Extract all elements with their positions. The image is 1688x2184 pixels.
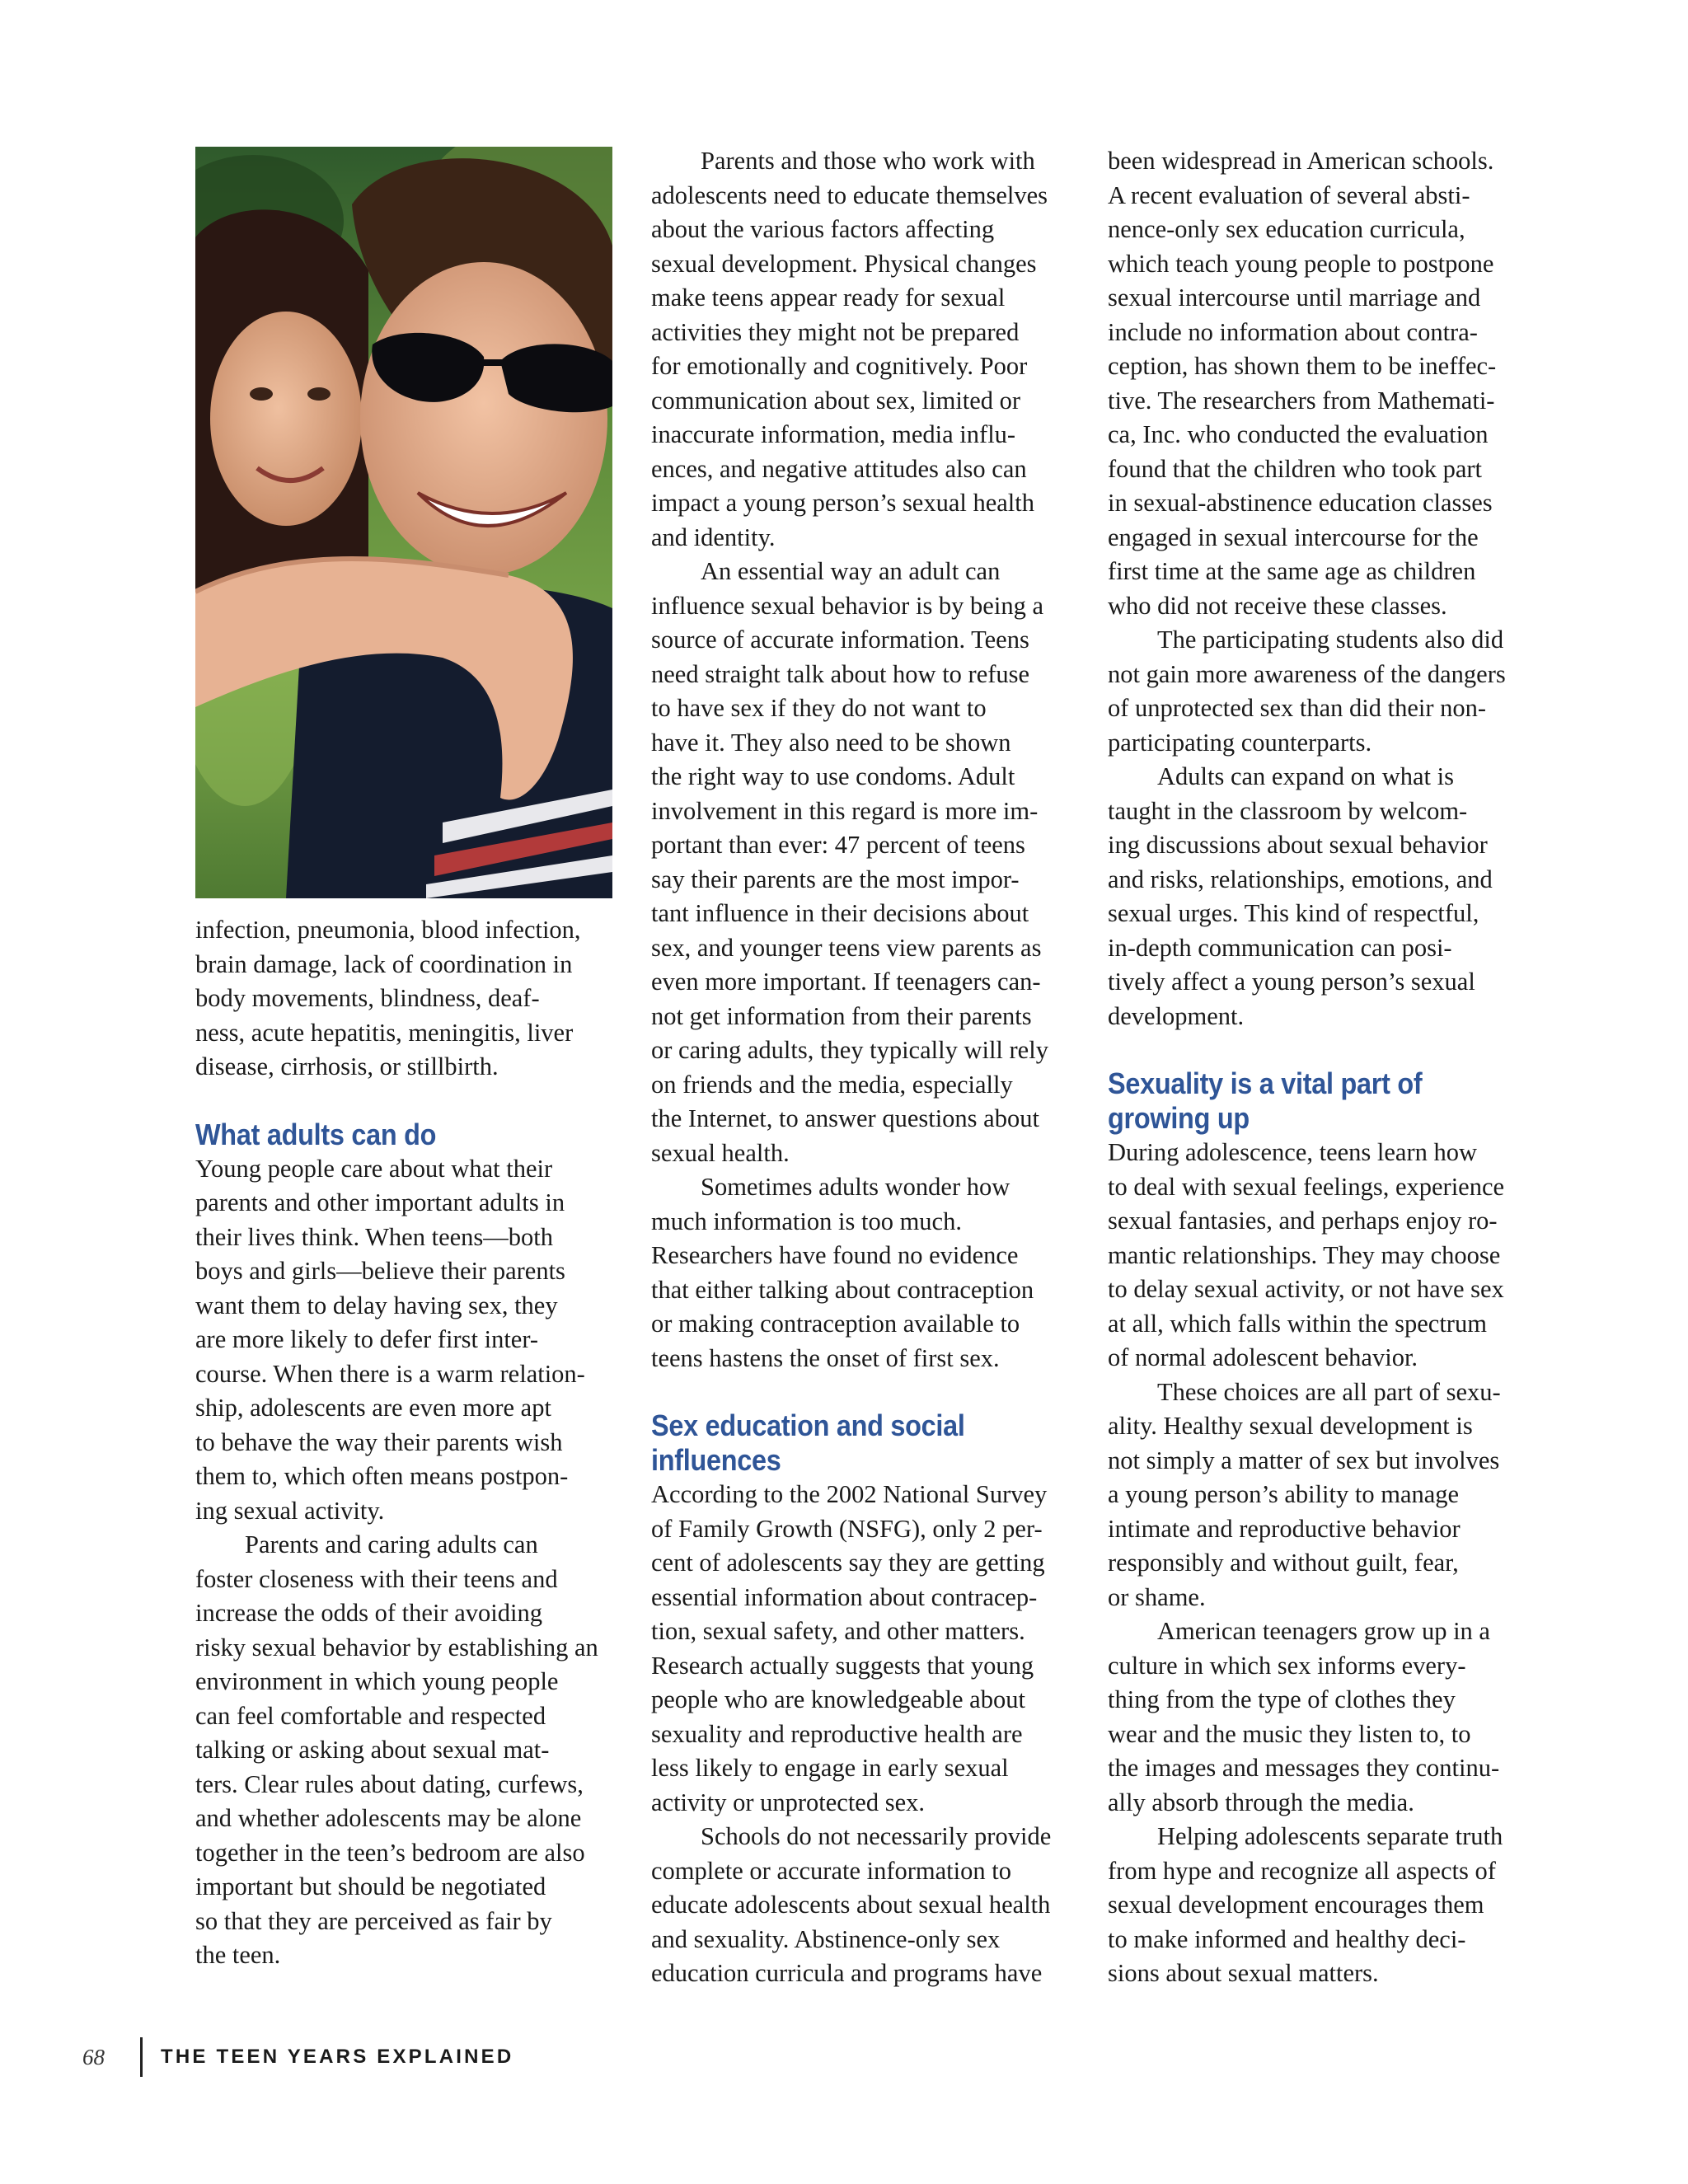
text-line: to delay sexual activity, or not have sex — [1108, 1275, 1504, 1303]
text-line: are more likely to defer first inter- — [195, 1325, 539, 1353]
text-line: communication about sex, limited or — [651, 386, 1021, 415]
col3-paragraph-before — [1108, 144, 1533, 1033]
text-line: source of accurate information. Teens — [651, 626, 1029, 654]
text-line: or caring adults, they typically will rely — [651, 1036, 1048, 1064]
text-line: and risks, relationships, emotions, and — [1108, 865, 1493, 893]
text-line: or shame. — [1108, 1582, 1206, 1611]
text-line: make teens appear ready for sexual — [651, 284, 1006, 312]
text-line: Research actually suggests that young — [651, 1651, 1034, 1680]
text-line: the right way to use condoms. Adult — [651, 762, 1015, 790]
text-line: participating counterparts. — [1108, 728, 1372, 757]
text-line: intimate and reproductive behavior — [1108, 1514, 1461, 1543]
text-line: sexual development encourages them — [1108, 1891, 1484, 1919]
text-line: portant than ever: 47 percent of teens — [651, 831, 1025, 859]
text-line: of unprotected sex than did their non- — [1108, 694, 1487, 722]
text-line: the images and messages they continu- — [1108, 1754, 1500, 1782]
text-line: the teen. — [195, 1941, 281, 1969]
text-line: for emotionally and cognitively. Poor — [651, 352, 1028, 380]
text-line: say their parents are the most impor- — [651, 865, 1020, 893]
text-line: ences, and negative attitudes also can — [651, 454, 1027, 483]
text-line: been widespread in American schools. — [1108, 147, 1494, 175]
text-line: An essential way an adult can — [701, 557, 1001, 585]
column-2 — [651, 144, 1076, 1991]
text-line: ing discussions about sexual behavior — [1108, 831, 1488, 859]
text-line: so that they are perceived as fair by — [195, 1906, 552, 1935]
text-line: According to the 2002 National Survey — [651, 1480, 1048, 1508]
page-number: 68 — [82, 2044, 105, 2069]
text-line: and whether adolescents may be alone — [195, 1804, 582, 1832]
text-line: Helping adolescents separate truth — [1157, 1822, 1503, 1850]
text-line: together in the teen’s bedroom are also — [195, 1838, 585, 1867]
text-line: and identity. — [651, 523, 776, 551]
text-line: culture in which sex informs every- — [1108, 1651, 1466, 1680]
section-gap — [195, 1085, 621, 1118]
text-line: to behave the way their parents wish — [195, 1427, 563, 1456]
text-line: much information is too much. — [651, 1207, 962, 1235]
text-line: involvement in this regard is more im- — [651, 796, 1039, 825]
text-line: sions about sexual matters. — [1108, 1959, 1379, 1987]
text-line: course. When there is a warm relation- — [195, 1359, 585, 1388]
text-line: sex, and younger teens view parents as — [651, 933, 1042, 962]
text-line: that either talking about contraception — [651, 1275, 1034, 1304]
text-line: in sexual-abstinence education classes — [1108, 489, 1493, 517]
text-line: essential information about contracep- — [651, 1582, 1038, 1611]
text-line: A recent evaluation of several absti- — [1108, 180, 1470, 209]
text-line: sexual intercourse until marriage and — [1108, 284, 1481, 312]
running-head: THE TEEN YEARS EXPLAINED — [161, 2046, 514, 2068]
text-line: ing sexual activity. — [195, 1496, 385, 1525]
text-line: which teach young people to postpone — [1108, 249, 1494, 278]
text-line: less likely to engage in early sexual — [651, 1754, 1009, 1782]
text-line: ception, has shown them to be ineffec- — [1108, 352, 1497, 380]
text-line: can feel comfortable and respected — [195, 1701, 546, 1730]
text-line: sexual urges. This kind of respectful, — [1108, 899, 1479, 927]
text-line: The participating students also did — [1157, 626, 1504, 654]
text-line: who did not receive these classes. — [1108, 591, 1447, 620]
text-line: sexual fantasies, and perhaps enjoy ro- — [1108, 1207, 1498, 1235]
text-line: to deal with sexual feelings, experience — [1108, 1172, 1505, 1201]
text-line: complete or accurate information to — [651, 1856, 1011, 1885]
text-line: to have sex if they do not want to — [651, 694, 987, 722]
text-line: talking or asking about sexual mat- — [195, 1736, 550, 1764]
section-gap — [651, 1376, 1076, 1408]
text-line: of Family Growth (NSFG), only 2 per- — [651, 1514, 1043, 1543]
text-line: Sometimes adults wonder how — [701, 1173, 1010, 1201]
text-line: ship, adolescents are even more apt — [195, 1394, 551, 1422]
text-line: of normal adolescent behavior. — [1108, 1343, 1418, 1371]
text-line: tant influence in their decisions about — [651, 899, 1029, 927]
text-line: Young people care about what their — [195, 1154, 553, 1183]
text-line: infection, pneumonia, blood infection, — [195, 916, 581, 944]
col3-paragraph-after — [1108, 1136, 1533, 1991]
heading-line: Sex education and social — [651, 1408, 965, 1442]
text-line: to make informed and healthy deci- — [1108, 1924, 1466, 1953]
text-line: risky sexual behavior by establishing an — [195, 1633, 598, 1661]
heading-line: growing up — [1108, 1101, 1250, 1135]
heading-line: What adults can do — [195, 1117, 437, 1151]
text-line: engaged in sexual intercourse for the — [1108, 523, 1479, 551]
text-line: thing from the type of clothes they — [1108, 1685, 1456, 1713]
column-3 — [1108, 144, 1533, 1991]
text-line: wear and the music they listen to, to — [1108, 1719, 1471, 1748]
text-line: sexual development. Physical changes — [651, 249, 1037, 278]
text-line: or making contraception available to — [651, 1310, 1020, 1338]
text-line: the Internet, to answer questions about — [651, 1104, 1039, 1132]
text-line: American teenagers grow up in a — [1157, 1617, 1490, 1645]
text-line: ally absorb through the media. — [1108, 1788, 1414, 1816]
text-line: at all, which falls within the spectrum — [1108, 1309, 1487, 1338]
text-line: education curricula and programs have — [651, 1959, 1043, 1987]
text-line: Adults can expand on what is — [1157, 762, 1454, 790]
heading-line: Sexuality is a vital part of — [1108, 1066, 1423, 1100]
text-line: not gain more awareness of the dangers — [1108, 659, 1506, 688]
section-gap — [1108, 1033, 1533, 1066]
text-line: about the various factors affecting — [651, 215, 995, 243]
heading-line: influences — [651, 1443, 781, 1477]
text-line: their lives think. When teens—both — [195, 1222, 553, 1251]
page-footer — [82, 2036, 513, 2079]
text-line: from hype and recognize all aspects of — [1108, 1856, 1496, 1885]
text-line: them to, which often means postpon- — [195, 1462, 569, 1490]
text-line: need straight talk about how to refuse — [651, 659, 1030, 688]
text-line: Parents and caring adults can — [245, 1530, 538, 1558]
text-line: educate adolescents about sexual health — [651, 1891, 1051, 1919]
text-line: Researchers have found no evidence — [651, 1241, 1019, 1269]
text-line: Parents and those who work with — [701, 147, 1035, 175]
text-line: boys and girls—believe their parents — [195, 1257, 565, 1285]
text-line: disease, cirrhosis, or stillbirth. — [195, 1052, 499, 1080]
text-line: even more important. If teenagers can- — [651, 968, 1041, 996]
col2-paragraph-before — [651, 144, 1076, 1376]
text-line: foster closeness with their teens and — [195, 1564, 558, 1593]
heading-what-adults-can-do — [195, 1118, 578, 1152]
col1-paragraph-after — [195, 1152, 621, 1973]
text-line: include no information about contra- — [1108, 317, 1478, 346]
text-line: brain damage, lack of coordination in — [195, 949, 573, 978]
heading-sexuality-vital — [1108, 1066, 1490, 1136]
text-line: in-depth communication can posi- — [1108, 933, 1452, 962]
text-line: nence-only sex education curricula, — [1108, 215, 1465, 243]
text-line: impact a young person’s sexual health — [651, 489, 1035, 517]
text-line: These choices are all part of sexu- — [1157, 1377, 1501, 1406]
text-line: increase the odds of their avoiding — [195, 1599, 542, 1627]
text-line: teens hastens the onset of first sex. — [651, 1343, 1000, 1372]
text-line: have it. They also need to be shown — [651, 728, 1011, 757]
text-line: sexuality and reproductive health are — [651, 1719, 1023, 1748]
text-line: want them to delay having sex, they — [195, 1291, 558, 1319]
text-line: environment in which young people — [195, 1667, 559, 1695]
text-line: important but should be negotiated — [195, 1872, 546, 1900]
text-line: first time at the same age as children — [1108, 557, 1476, 585]
text-line: During adolescence, teens learn how — [1108, 1138, 1477, 1166]
text-line: Schools do not necessarily provide — [701, 1822, 1052, 1850]
text-line: taught in the classroom by welcom- — [1108, 796, 1468, 825]
photo-teen-couple — [195, 147, 612, 898]
text-line: tion, sexual safety, and other matters. — [651, 1617, 1025, 1645]
col1-paragraph-before — [195, 913, 621, 1085]
heading-sex-education — [651, 1408, 1034, 1478]
col2-paragraph-after — [651, 1478, 1076, 1991]
text-line: ca, Inc. who conducted the evaluation — [1108, 420, 1489, 448]
text-line: activity or unprotected sex. — [651, 1788, 926, 1816]
column-1 — [195, 147, 621, 1973]
text-line: found that the children who took part — [1108, 454, 1483, 483]
text-line: inaccurate information, media influ- — [651, 420, 1016, 448]
text-line: responsibly and without guilt, fear, — [1108, 1549, 1459, 1577]
text-line: activities they might not be prepared — [651, 317, 1020, 346]
text-line: mantic relationships. They may choose — [1108, 1240, 1501, 1269]
text-line: ters. Clear rules about dating, curfews, — [195, 1769, 584, 1798]
text-line: ness, acute hepatitis, meningitis, liver — [195, 1018, 574, 1047]
text-line: adolescents need to educate themselves — [651, 180, 1048, 209]
text-line: influence sexual behavior is by being a — [651, 591, 1043, 620]
text-line: body movements, blindness, deaf- — [195, 984, 540, 1012]
text-line: tive. The researchers from Mathemati- — [1108, 386, 1495, 415]
text-line: cent of adolescents say they are getting — [651, 1549, 1045, 1577]
text-line: tively affect a young person’s sexual — [1108, 968, 1475, 996]
text-line: on friends and the media, especially — [651, 1070, 1013, 1099]
footer-divider — [140, 2037, 143, 2077]
text-line: and sexuality. Abstinence-only sex — [651, 1924, 1001, 1953]
text-line: people who are knowledgeable about — [651, 1685, 1025, 1713]
text-line: not simply a matter of sex but involves — [1108, 1446, 1500, 1474]
text-line: ality. Healthy sexual development is — [1108, 1412, 1473, 1440]
text-line: parents and other important adults in — [195, 1188, 565, 1216]
text-line: a young person’s ability to manage — [1108, 1480, 1460, 1508]
text-line: development. — [1108, 1001, 1245, 1030]
text-line: not get information from their parents — [651, 1001, 1032, 1030]
text-line: sexual health. — [651, 1138, 790, 1167]
